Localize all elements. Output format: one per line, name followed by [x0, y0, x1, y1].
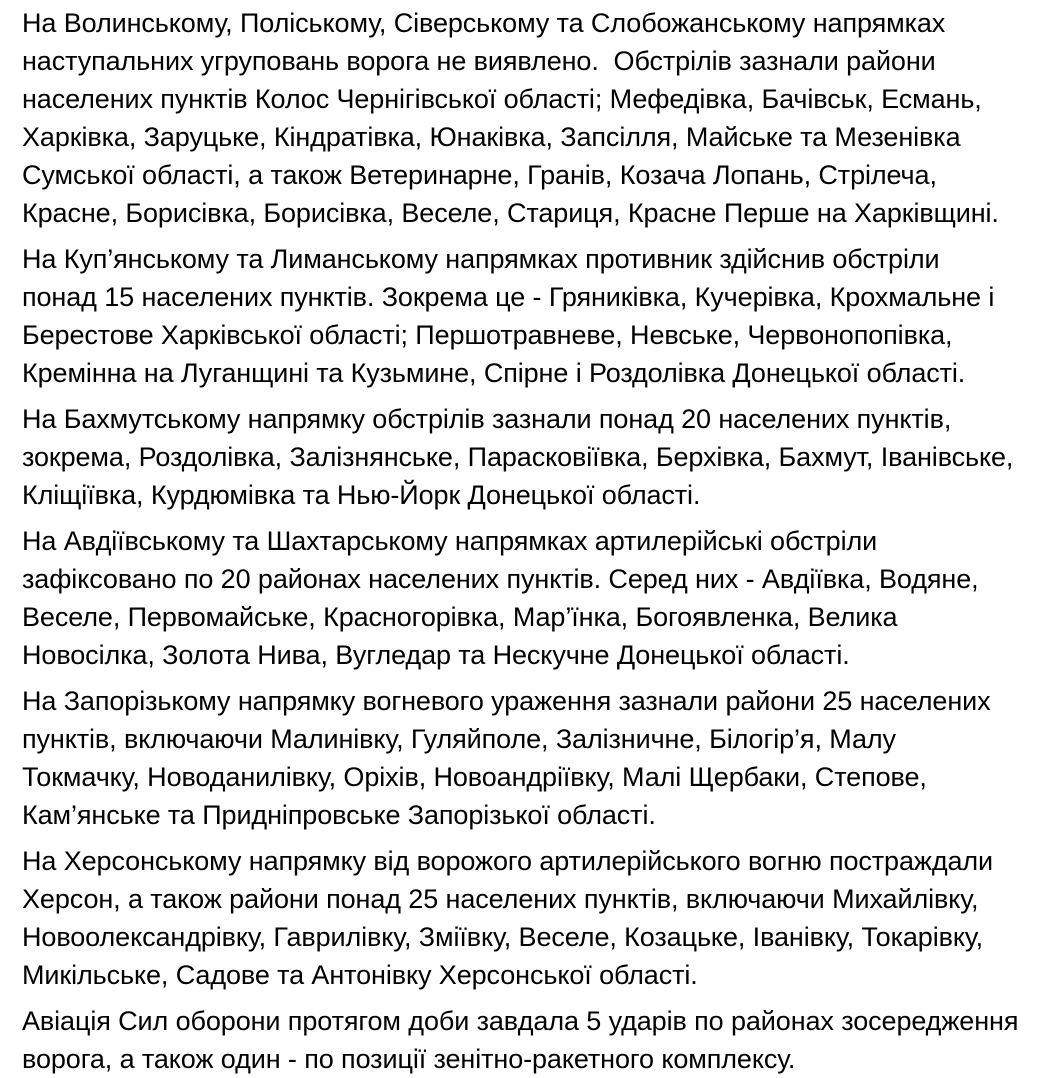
report-paragraph-directions-north: На Волинському, Поліському, Сіверському та Слобожанському напрямках наступальних угруповань ворога не виявлено. Обстрілів зазнали райони населених пунктів Колос Чернігівської області; Мефедівка, Бачівськ, Есмань, Харківка, Заруцьке, Кіндратівка, Юнаківка, Запсілля, Майське та Мезенівка Сумської області, а також Ветеринарне, Гранів, Козача Лопань, Стрілеча, Красне, Борисівка, Борисівка, Веселе, Стариця, Красне Перше на Харківщині.: [22, 8, 999, 228]
report-paragraph-kherson: На Херсонському напрямку від ворожого артилерійського вогню постраждали Херсон, а також райони понад 25 населених пунктів, включаючи Михайлівку, Новоолександрівку, Гаврилівку, Зміївку, Веселе, Козацьке, Іванівку, Токарівку, Микільське, Садове та Антонівку Херсонської області.: [22, 846, 1001, 990]
report-paragraph-kupiansk-lyman: На Куп’янському та Лиманському напрямках противник здійснив обстріли понад 15 населених пунктів. Зокрема це - Гряниківка, Кучерівка, Крохмальне і Берестове Харківської області; Першотравневе, Невське, Червонопопівка, Кремінна на Луганщині та Кузьмине, Спірне і Роздолівка Донецької області.: [22, 244, 1002, 388]
report-paragraph-bakhmut: На Бахмутському напрямку обстрілів зазнали понад 20 населених пунктів, зокрема, Роздолівка, Залізнянське, Парасковіївка, Берхівка, Бахмут, Іванівське, Кліщіївка, Курдюмівка та Нью-Йорк Донецької області.: [22, 404, 1021, 510]
report-paragraph-avdiivka-shakhtarsk: На Авдіївському та Шахтарському напрямках артилерійські обстріли зафіксовано по 20 районах населених пунктів. Серед них - Авдіївка, Водяне, Веселе, Первомайське, Красногорівка, Мар’їнка, Богоявленка, Велика Новосілка, Золота Нива, Вугледар та Нескучне Донецької області.: [22, 526, 986, 670]
report-paragraph-aviation: Авіація Сил оборони протягом доби завдала 5 ударів по районах зосередження ворога, а також один - по позиції зенітно-ракетного комплексу.: [22, 1006, 1026, 1074]
report-paragraph-zaporizhzhia: На Запорізькому напрямку вогневого ураження зазнали райони 25 населених пунктів, включаючи Малинівку, Гуляйполе, Залізничне, Білогір’я, Малу Токмачку, Новоданилівку, Оріхів, Новоандріївку, Малі Щербаки, Степове, Кам’янське та Придніпровське Запорізької області.: [22, 686, 998, 830]
